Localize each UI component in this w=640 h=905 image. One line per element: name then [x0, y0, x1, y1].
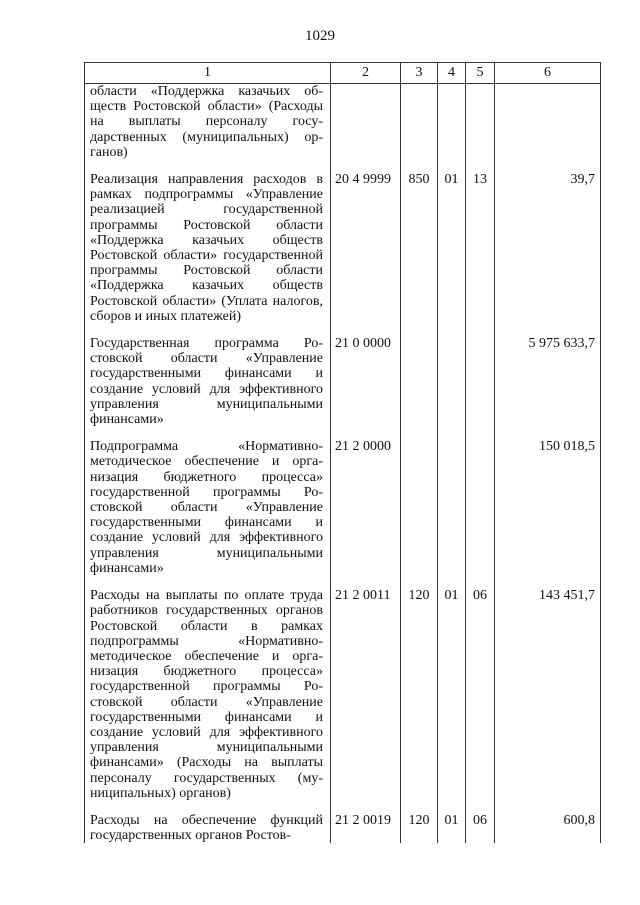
row-subsection: 06 — [466, 588, 495, 813]
row-expense-type: 120 — [401, 588, 438, 813]
column-header-3: 3 — [401, 63, 438, 84]
row-sum: 39,7 — [495, 172, 601, 336]
row-subsection — [466, 439, 495, 588]
row-code: 20 4 9999 — [331, 172, 401, 336]
row-sum — [495, 84, 601, 173]
row-expense-type — [401, 336, 438, 439]
row-section: 01 — [438, 588, 466, 813]
row-expense-type — [401, 84, 438, 173]
row-code: 21 0 0000 — [331, 336, 401, 439]
row-section — [438, 336, 466, 439]
column-header-4: 4 — [438, 63, 466, 84]
row-name: Расходы на выплаты по оплате труда работников государственных органов Ростовской области в рамках подпрограммы «Нормативно-методическое обеспечение и организация бюджетного процесса» государственной программы Ростовской области «Управление государственными финансами и создание условий для эффективного управления муниципальными финансами» (Расходы на выплаты персоналу государственных (муниципальных) органов) — [85, 588, 331, 813]
row-code: 21 2 0019 — [331, 813, 401, 843]
table-row — [85, 336, 601, 439]
column-header-5: 5 — [466, 63, 495, 84]
row-sum: 5 975 633,7 — [495, 336, 601, 439]
table-row — [85, 172, 601, 336]
row-code: 21 2 0000 — [331, 439, 401, 588]
row-section — [438, 84, 466, 173]
table-row — [85, 588, 601, 813]
row-sum: 150 018,5 — [495, 439, 601, 588]
table-header-row — [85, 63, 601, 84]
row-sum: 600,8 — [495, 813, 601, 843]
table-row — [85, 439, 601, 588]
row-subsection: 13 — [466, 172, 495, 336]
page-number: 1029 — [305, 28, 335, 44]
row-name: Реализация направления расходов в рамках подпрограммы «Управление реализацией государственной программы Ростовской области «Поддержка казачьих обществ Ростовской области» государственной программы Ростовской области «Поддержка казачьих обществ Ростовской области» (Уплата налогов, сборов и иных платежей) — [85, 172, 331, 336]
table-row — [85, 813, 601, 843]
row-section — [438, 439, 466, 588]
budget-table — [84, 62, 601, 843]
table-row — [85, 84, 601, 173]
row-code — [331, 84, 401, 173]
row-expense-type: 850 — [401, 172, 438, 336]
row-name: области «Поддержка казачьих обществ Ростовской области» (Расходы на выплаты персоналу государственных (муниципальных) органов) — [85, 84, 331, 173]
row-subsection: 06 — [466, 813, 495, 843]
row-section: 01 — [438, 813, 466, 843]
row-section: 01 — [438, 172, 466, 336]
row-subsection — [466, 336, 495, 439]
row-name: Подпрограмма «Нормативно-методическое обеспечение и организация бюджетного процесса» государственной программы Ростовской области «Управление государственными финансами и создание условий для эффективного управления муниципальными финансами» — [85, 439, 331, 588]
row-subsection — [466, 84, 495, 173]
row-name: Государственная программа Ростовской области «Управление государственными финансами и создание условий для эффективного управления муниципальными финансами» — [85, 336, 331, 439]
column-header-1: 1 — [85, 63, 331, 84]
column-header-6: 6 — [495, 63, 601, 84]
row-code: 21 2 0011 — [331, 588, 401, 813]
row-name: Расходы на обеспечение функций государственных органов Ростов- — [85, 813, 331, 843]
row-sum: 143 451,7 — [495, 588, 601, 813]
row-expense-type — [401, 439, 438, 588]
column-header-2: 2 — [331, 63, 401, 84]
row-expense-type: 120 — [401, 813, 438, 843]
